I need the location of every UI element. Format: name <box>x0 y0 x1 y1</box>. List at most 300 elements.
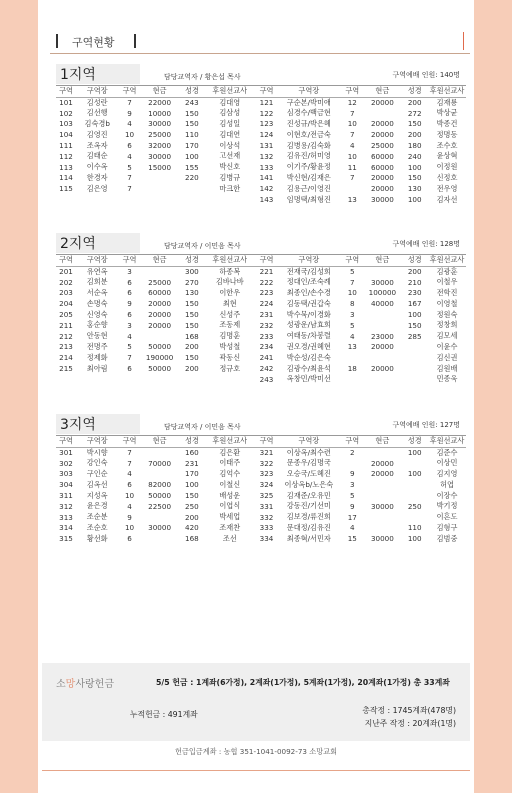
table-cell: 조선 <box>222 533 237 543</box>
table-cell <box>401 479 428 490</box>
table-cell: 조순호 <box>86 522 108 532</box>
table-cell: 30000 <box>148 119 172 129</box>
table-cell: 6 <box>127 277 132 287</box>
table-cell <box>56 194 76 205</box>
column-header: 구역 <box>341 86 363 97</box>
table-cell: 203 <box>59 288 73 298</box>
table-cell: 112 <box>59 151 73 161</box>
table-cell: 111 <box>59 141 73 151</box>
table-cell: 6 <box>127 534 132 544</box>
table-cell <box>179 183 206 194</box>
table-cell: 조순분 <box>86 512 108 522</box>
table-cell: 150 <box>185 119 199 129</box>
column-header: 후원선교사 <box>429 436 465 446</box>
table-cell: 150 <box>185 491 199 501</box>
offering-lastweek: 지난주 작정 : 20계좌(1명) <box>364 719 456 728</box>
column-header: 현금 <box>363 436 401 447</box>
table-cell: 243 <box>185 98 199 108</box>
table-cell: 142 <box>259 184 274 194</box>
table-row <box>56 523 466 534</box>
table-cell: 200 <box>407 130 422 140</box>
table-cell: 23000 <box>370 331 394 341</box>
offering-total: 총작정 : 1745계좌(478명) <box>362 706 456 715</box>
table-cell: 20000 <box>370 119 394 129</box>
table-cell <box>363 490 401 501</box>
column-header: 구역장 <box>277 86 342 97</box>
table-cell: 13 <box>347 342 357 352</box>
table-cell: 150 <box>185 310 199 320</box>
table-cell: 223 <box>259 288 274 298</box>
table-cell: 10 <box>124 523 135 533</box>
table-cell: 6 <box>127 480 132 490</box>
table-cell: 손명숙 <box>86 298 108 308</box>
table-cell <box>141 469 179 480</box>
table-cell: 150 <box>185 320 199 330</box>
column-header: 구역 <box>56 436 76 447</box>
table-cell: 11 <box>347 162 357 172</box>
table-cell: 150 <box>185 353 199 363</box>
table-cell: 150 <box>407 119 422 129</box>
table-cell <box>341 458 363 469</box>
table-cell <box>118 374 140 385</box>
table-cell: 70000 <box>148 458 172 468</box>
column-header: 성경 <box>179 436 206 447</box>
table-cell: 5 <box>350 491 355 501</box>
table-cell: 최현 <box>222 298 237 308</box>
table-cell: 15000 <box>148 162 172 172</box>
table-row <box>56 97 466 108</box>
table-row <box>56 363 466 374</box>
table-cell: 168 <box>185 331 199 341</box>
table-cell: 110 <box>407 523 422 533</box>
offering-logo: 소망사랑헌금 <box>56 679 114 690</box>
table-cell: 이정원 <box>436 162 458 172</box>
table-cell: 3 <box>350 480 355 490</box>
table-cell: 김범중 <box>436 533 458 543</box>
table-cell: 231 <box>259 310 274 320</box>
table-cell: 180 <box>407 141 422 151</box>
table-cell: 15 <box>347 534 357 544</box>
table-cell: 김옥선 <box>86 479 108 489</box>
column-header: 구역 <box>341 255 363 266</box>
table-cell: 김성란 <box>86 97 108 107</box>
table-cell: 233 <box>259 331 274 341</box>
table-row <box>56 469 466 480</box>
table-cell: 홍순향 <box>86 320 108 330</box>
table-cell: 20000 <box>370 130 394 140</box>
table-cell <box>205 194 254 205</box>
table-cell: 강동진/기선미 <box>286 501 331 511</box>
table-cell: 7 <box>127 98 132 108</box>
column-header: 구역 <box>257 86 277 97</box>
table-cell: 100 <box>407 310 422 320</box>
table-cell: 김숙경b <box>84 118 110 128</box>
table-cell: 131 <box>259 141 274 151</box>
table-cell: 이상옥b/노은숙 <box>284 479 334 489</box>
table-cell: 6 <box>127 141 132 151</box>
table-cell: 이윤수 <box>436 341 458 351</box>
table-cell: 123 <box>259 119 274 129</box>
column-header: 현금 <box>141 436 179 447</box>
table-cell: 141 <box>259 173 274 183</box>
table-cell: 김병용/김숙화 <box>286 140 331 150</box>
table-cell: 4 <box>350 523 355 533</box>
column-header: 구역 <box>118 86 140 97</box>
table-cell: 최종혁/서민자 <box>286 533 331 543</box>
table-cell <box>56 374 76 385</box>
table-cell: 10000 <box>148 108 172 118</box>
table-row <box>56 162 466 173</box>
table-row <box>56 288 466 299</box>
table-cell <box>141 331 179 342</box>
table-cell: 100 <box>407 448 422 458</box>
table-cell: 334 <box>259 534 274 544</box>
table-cell: 이현호/전금숙 <box>286 129 331 139</box>
section-attendance: 구역예배 인원: 128명 <box>392 240 460 248</box>
table-cell: 322 <box>259 458 274 468</box>
table-cell: 20000 <box>370 184 394 194</box>
table-cell: 박수묵/이경화 <box>286 309 331 319</box>
table-cell: 김준수 <box>436 447 458 457</box>
table-cell: 10 <box>124 130 135 140</box>
table-cell: 김재룡 <box>436 97 458 107</box>
column-header: 후원선교사 <box>429 86 465 96</box>
table-cell: 20000 <box>370 173 394 183</box>
table-cell: 200 <box>185 364 199 374</box>
table-cell: 김명훈 <box>219 331 241 341</box>
table-cell: 30000 <box>370 277 394 287</box>
table-cell: 103 <box>59 119 73 129</box>
column-header: 구역 <box>341 436 363 447</box>
table-row <box>56 277 466 288</box>
region-table <box>56 86 466 205</box>
table-cell: 100 <box>407 162 422 172</box>
section-name: 3지역 <box>60 417 96 433</box>
table-row <box>56 140 466 151</box>
table-cell: 115 <box>59 184 73 194</box>
table-cell: 이상석 <box>219 140 241 150</box>
table-cell: 김삼성 <box>219 108 241 118</box>
column-header: 구역 <box>118 436 140 447</box>
table-cell: 정원숙 <box>436 309 458 319</box>
table-cell: 150 <box>185 299 199 309</box>
table-cell: 박상균 <box>436 108 458 118</box>
table-cell <box>341 183 363 194</box>
table-cell: 133 <box>259 162 274 172</box>
table-cell: 100 <box>407 469 422 479</box>
table-cell <box>401 512 428 523</box>
table-cell: 168 <box>185 534 199 544</box>
column-header: 구역 <box>56 255 76 266</box>
table-cell: 여태동/차봉렬 <box>286 331 331 341</box>
header-rule <box>50 53 470 54</box>
table-cell: 50000 <box>148 491 172 501</box>
region-table <box>56 255 466 385</box>
table-cell: 박성철 <box>219 341 241 351</box>
table-cell: 이기주/황윤정 <box>286 162 331 172</box>
table-cell: 문대정/김유진 <box>286 522 331 532</box>
table-cell: 100 <box>185 151 199 161</box>
table-cell: 김재준/오유민 <box>286 490 331 500</box>
table-cell <box>363 320 401 331</box>
table-cell: 박기정 <box>436 501 458 511</box>
table-cell: 4 <box>127 469 132 479</box>
table-cell: 전우영 <box>436 183 458 193</box>
table-cell: 10 <box>347 288 357 298</box>
table-cell: 박신호 <box>219 162 241 172</box>
table-cell: 40000 <box>370 299 394 309</box>
table-cell: 조옥자 <box>86 140 108 150</box>
table-cell: 32000 <box>148 141 172 151</box>
table-cell: 이엽식 <box>219 501 241 511</box>
table-cell: 옥창민/박미선 <box>286 374 331 384</box>
table-cell <box>401 458 428 469</box>
table-cell: 12 <box>347 98 357 108</box>
table-cell: 박신현/김재은 <box>286 172 331 182</box>
table-cell: 130 <box>407 184 422 194</box>
table-cell <box>179 374 206 385</box>
table-cell: 박종건 <box>436 118 458 128</box>
table-cell: 정명동 <box>436 129 458 139</box>
table-cell: 황선화 <box>86 533 108 543</box>
table-cell: 102 <box>59 108 73 118</box>
column-header: 구역장 <box>76 436 118 447</box>
table-cell: 민종욱 <box>436 374 458 384</box>
table-row <box>56 298 466 309</box>
table-row <box>56 173 466 184</box>
table-cell: 박시향 <box>86 447 108 457</box>
table-cell: 지성옥 <box>86 490 108 500</box>
table-cell: 김원배 <box>436 363 458 373</box>
table-cell <box>141 447 179 458</box>
column-header: 후원선교사 <box>205 255 254 266</box>
table-cell: 312 <box>59 501 73 511</box>
table-row <box>56 374 466 385</box>
table-cell: 김유진/허미영 <box>286 151 331 161</box>
table-cell: 30000 <box>370 534 394 544</box>
table-cell: 김신권 <box>436 352 458 362</box>
table-row <box>56 183 466 194</box>
table-cell: 김모세 <box>436 331 458 341</box>
table-cell: 김동택/권갑숙 <box>286 298 331 308</box>
column-header: 현금 <box>141 86 179 97</box>
table-cell <box>363 374 401 385</box>
table-cell: 고선재 <box>219 151 241 161</box>
table-cell: 22000 <box>148 98 172 108</box>
table-cell: 신영숙 <box>86 309 108 319</box>
table-cell: 유연옥 <box>86 266 108 276</box>
column-header: 구역장 <box>277 436 342 447</box>
table-cell <box>341 352 363 363</box>
table-cell: 마크한 <box>219 183 241 193</box>
table-cell: 18 <box>347 364 357 374</box>
section-head <box>56 64 466 86</box>
table-cell: 김지영 <box>436 468 458 478</box>
table-cell: 250 <box>407 501 422 511</box>
column-header: 후원선교사 <box>205 436 254 447</box>
offering-summary: 5/5 헌금 : 1계좌(6가정), 2계좌(1가정), 5계좌(1가정), 20계좌(1가정) 총 33계좌 <box>156 678 450 687</box>
table-cell: 167 <box>407 299 422 309</box>
table-cell: 박순성/김은숙 <box>286 352 331 362</box>
table-cell: 213 <box>59 342 73 352</box>
table-cell: 242 <box>259 364 274 374</box>
table-cell: 2 <box>350 448 355 458</box>
table-cell: 7 <box>127 448 132 458</box>
table-cell: 204 <box>59 299 73 309</box>
table-cell: 332 <box>259 512 274 522</box>
table-cell: 이흔도 <box>436 512 458 522</box>
table-cell: 6 <box>127 364 132 374</box>
table-cell: 130 <box>185 288 199 298</box>
offering-cumulative: 누적헌금 : 491계좌 <box>130 710 198 719</box>
page-header <box>50 26 470 54</box>
table-cell: 321 <box>259 448 274 458</box>
table-cell: 241 <box>259 353 274 363</box>
table-cell: 신성주 <box>219 309 241 319</box>
table-cell: 하종복 <box>219 266 241 276</box>
table-cell <box>401 374 428 385</box>
table-cell: 7 <box>127 353 132 363</box>
table-cell: 전재국/김성희 <box>286 266 331 276</box>
table-cell: 100 <box>185 480 199 490</box>
table-cell: 김자선 <box>436 194 458 204</box>
table-cell: 정제화 <box>86 352 108 362</box>
table-row <box>56 533 466 544</box>
table-cell: 222 <box>259 277 274 287</box>
column-header: 현금 <box>363 255 401 266</box>
table-cell: 3 <box>350 310 355 320</box>
table-row <box>56 108 466 119</box>
table-cell: 조수호 <box>436 140 458 150</box>
table-cell: 200 <box>407 267 422 277</box>
table-row <box>56 512 466 523</box>
table-row <box>56 331 466 342</box>
table-cell: 25000 <box>370 141 394 151</box>
table-cell: 3 <box>127 267 132 277</box>
table-cell: 심경수/백금현 <box>286 108 331 118</box>
column-header: 후원선교사 <box>205 86 254 97</box>
table-cell: 170 <box>185 141 199 151</box>
table-cell: 정대인/조숙례 <box>286 277 331 287</box>
table-cell: 김성일 <box>219 118 241 128</box>
table-cell: 240 <box>407 151 422 161</box>
table-cell <box>363 108 401 119</box>
table-cell: 김바나바 <box>215 277 244 287</box>
table-cell: 110 <box>185 130 199 140</box>
table-cell: 20000 <box>148 299 172 309</box>
table-cell <box>363 479 401 490</box>
header-accent <box>463 32 465 50</box>
table-cell: 25000 <box>148 277 172 287</box>
table-cell: 150 <box>407 320 422 330</box>
table-cell: 13 <box>347 195 357 205</box>
table-cell: 김은영 <box>86 183 108 193</box>
table-cell: 6 <box>127 288 132 298</box>
table-cell: 20000 <box>370 458 394 468</box>
table-cell: 272 <box>407 108 422 118</box>
table-cell: 김희분 <box>86 277 108 287</box>
table-cell: 300 <box>185 267 199 277</box>
table-cell: 최종인/손수경 <box>286 287 331 297</box>
table-cell <box>141 512 179 523</box>
table-cell: 212 <box>59 331 73 341</box>
table-cell: 20000 <box>148 320 172 330</box>
table-cell: 김선행 <box>86 108 108 118</box>
table-cell: 7 <box>350 130 355 140</box>
table-cell: 60000 <box>370 151 394 161</box>
table-cell <box>401 342 428 353</box>
table-cell <box>363 447 401 458</box>
table-cell <box>76 374 118 385</box>
table-cell: 100000 <box>368 288 397 298</box>
table-cell: 김억수 <box>219 468 241 478</box>
column-header: 후원선교사 <box>429 255 465 265</box>
table-cell: 박세업 <box>219 512 241 522</box>
table-cell: 311 <box>59 491 73 501</box>
table-cell: 100 <box>407 534 422 544</box>
table-cell: 10 <box>347 151 357 161</box>
table-cell: 4 <box>127 331 132 341</box>
table-cell: 60000 <box>148 288 172 298</box>
section-name: 1지역 <box>60 67 96 83</box>
table-cell <box>141 266 179 277</box>
table-cell: 권오경/권혜현 <box>286 341 331 351</box>
table-row <box>56 342 466 353</box>
table-cell: 315 <box>59 534 73 544</box>
table-cell: 김용근/이영진 <box>286 183 331 193</box>
table-cell: 124 <box>259 130 274 140</box>
header-bar-left <box>56 34 58 48</box>
table-row <box>56 458 466 469</box>
table-cell: 200 <box>185 342 199 352</box>
table-cell: 이영철 <box>436 298 458 308</box>
table-cell: 이상민 <box>436 458 458 468</box>
column-header: 성경 <box>401 255 428 266</box>
table-cell <box>118 194 140 205</box>
table-cell: 210 <box>407 277 422 287</box>
table-cell <box>179 194 206 205</box>
table-cell: 420 <box>185 523 199 533</box>
table-cell <box>341 374 363 385</box>
table-cell: 155 <box>185 162 199 172</box>
column-header: 구역 <box>56 86 76 97</box>
section-region-2 <box>56 233 466 385</box>
table-cell: 김병규 <box>219 172 241 182</box>
table-cell: 7 <box>350 108 355 118</box>
table-cell: 7 <box>127 173 132 183</box>
table-cell: 114 <box>59 173 73 183</box>
table-cell: 곽동신 <box>219 352 241 362</box>
table-cell: 김대영 <box>219 97 241 107</box>
table-cell: 220 <box>185 173 199 183</box>
table-cell: 이태주 <box>219 458 241 468</box>
section-leader: 담당교역자 / 황은섭 목사 <box>164 73 241 81</box>
column-header: 성경 <box>179 86 206 97</box>
table-cell: 이상옥/최수련 <box>286 447 331 457</box>
table-cell <box>363 352 401 363</box>
table-cell: 이철우 <box>436 277 458 287</box>
table-cell: 101 <box>59 98 73 108</box>
table-cell: 50000 <box>148 342 172 352</box>
table-cell: 이한우 <box>219 287 241 297</box>
offering-summary-box <box>42 663 470 741</box>
table-row <box>56 490 466 501</box>
table-cell: 7 <box>350 173 355 183</box>
table-cell <box>363 512 401 523</box>
column-header: 성경 <box>179 255 206 266</box>
table-cell: 김대연 <box>219 129 241 139</box>
table-cell: 215 <box>59 364 73 374</box>
